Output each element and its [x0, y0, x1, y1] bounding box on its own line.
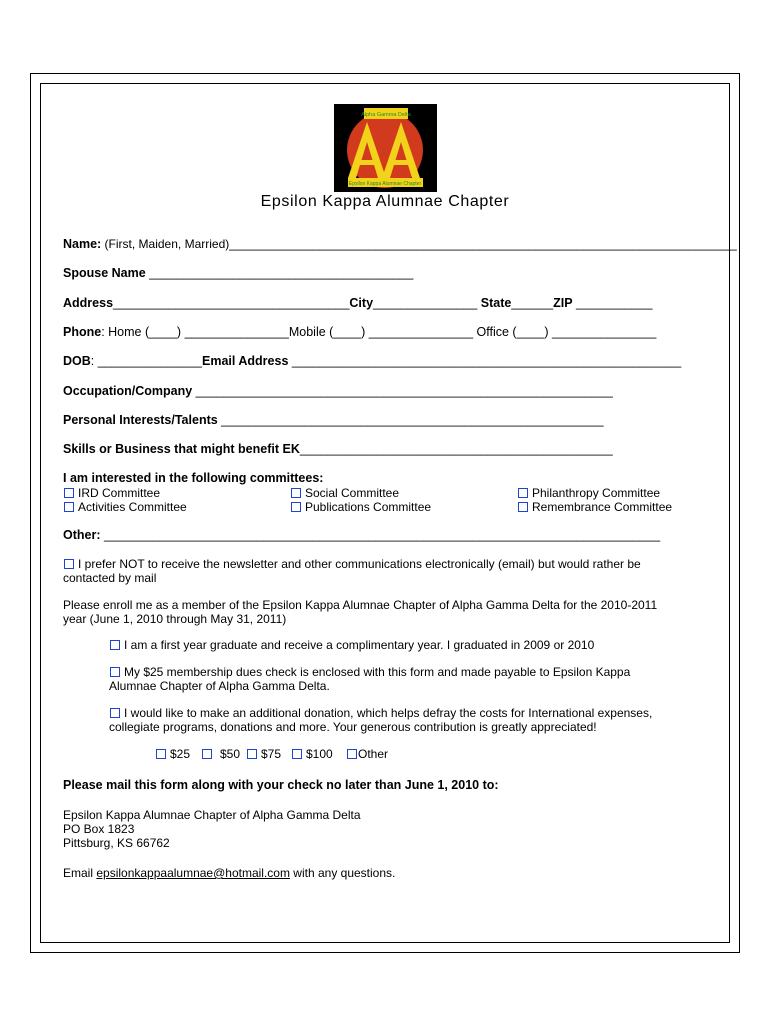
city-line[interactable]: _______________: [373, 296, 481, 310]
mail-address-line3: Pittsburg, KS 66762: [63, 836, 170, 850]
committee-label: IRD Committee: [78, 486, 161, 500]
logo-top-text: Alpha Gamma Delta: [361, 112, 411, 118]
committee-label: Philanthropy Committee: [532, 486, 661, 500]
phone-label: Phone: [63, 325, 102, 339]
dues-line1: My $25 membership dues check is enclosed with this form and made payable to Epsilon Kappa: [124, 665, 631, 679]
committee-label: Remembrance Committee: [532, 500, 673, 514]
spouse-line[interactable]: ______________________________________: [145, 266, 414, 280]
amount-label: $100: [306, 747, 333, 761]
amount-label: $25: [170, 747, 191, 761]
checkbox[interactable]: [518, 502, 528, 512]
interests-line[interactable]: _______________________________________________________: [217, 413, 604, 427]
interests-row[interactable]: [63, 413, 604, 427]
name-line[interactable]: _________________________________________________________________________: [229, 237, 737, 251]
first-year-label: I am a first year graduate and receive a complimentary year. I graduated in 2009 or 2010: [124, 638, 595, 652]
newsletter-line2: contacted by mail: [63, 571, 157, 585]
checkbox[interactable]: [292, 749, 302, 759]
committee-label: Publications Committee: [305, 500, 432, 514]
checkbox[interactable]: [156, 749, 166, 759]
spouse-row[interactable]: [63, 266, 413, 280]
other-row[interactable]: [63, 528, 660, 542]
address-line[interactable]: __________________________________: [113, 296, 350, 310]
contact-email-line: [63, 866, 395, 880]
donation-line1: I would like to make an additional donation, which helps defray the costs for International expenses,: [124, 706, 653, 720]
checkbox[interactable]: [64, 488, 74, 498]
email-suffix: with any questions.: [289, 866, 396, 880]
enroll-line2: year (June 1, 2010 through May 31, 2011): [63, 612, 287, 626]
address-row[interactable]: [63, 296, 653, 310]
state-label: State: [480, 296, 512, 310]
name-label: Name:: [63, 237, 102, 251]
city-label: City: [349, 296, 374, 310]
occupation-label: Occupation/Company: [63, 384, 193, 398]
first-year-option[interactable]: [110, 638, 594, 652]
checkbox[interactable]: [291, 488, 301, 498]
skills-row[interactable]: [63, 442, 613, 456]
donation-option[interactable]: [110, 706, 652, 720]
dues-line2: Alumnae Chapter of Alpha Gamma Delta.: [109, 679, 330, 693]
checkbox[interactable]: [518, 488, 528, 498]
dues-option[interactable]: [110, 665, 630, 679]
zip-label: ZIP: [553, 296, 573, 310]
mail-address-line2: PO Box 1823: [63, 822, 135, 836]
email-prefix: Email: [63, 866, 97, 880]
spouse-label: Spouse Name: [63, 266, 146, 280]
amount-label: Other: [358, 747, 389, 761]
logo-bottom-text: Epsilon Kappa Alumnae Chapter: [348, 181, 422, 187]
skills-line[interactable]: _____________________________________________: [299, 442, 613, 456]
committee-activities[interactable]: [64, 500, 187, 514]
zip-line[interactable]: ___________: [572, 296, 653, 310]
checkbox[interactable]: [202, 749, 212, 759]
dob-row[interactable]: [63, 354, 681, 368]
checkbox[interactable]: [64, 559, 74, 569]
other-label: Other:: [63, 528, 101, 542]
chapter-logo: [334, 104, 437, 192]
committee-publications[interactable]: [291, 500, 431, 514]
mail-heading: Please mail this form along with your check no later than June 1, 2010 to:: [63, 778, 499, 792]
amount-label: $50: [220, 747, 241, 761]
amount-25[interactable]: [156, 747, 190, 761]
amount-other[interactable]: [347, 747, 388, 761]
checkbox[interactable]: [64, 502, 74, 512]
phone-row[interactable]: [63, 325, 656, 339]
newsletter-line1: I prefer NOT to receive the newsletter and other communications electronically (email) but would rather be: [78, 557, 641, 571]
amount-label: $75: [261, 747, 282, 761]
committee-social[interactable]: [291, 486, 399, 500]
state-line[interactable]: ______: [511, 296, 554, 310]
checkbox[interactable]: [347, 749, 357, 759]
name-row[interactable]: [63, 237, 737, 251]
mail-address-line1: Epsilon Kappa Alumnae Chapter of Alpha Gamma Delta: [63, 808, 361, 822]
email-label: Email Address: [202, 354, 289, 368]
address-label: Address: [63, 296, 114, 310]
occupation-line[interactable]: ____________________________________________________________: [192, 384, 613, 398]
interests-label: Personal Interests/Talents: [63, 413, 218, 427]
committee-label: Social Committee: [305, 486, 400, 500]
amount-100[interactable]: [292, 747, 333, 761]
occupation-row[interactable]: [63, 384, 613, 398]
dob-label: DOB: [63, 354, 91, 368]
phone-office[interactable]: Office (____) _______________: [476, 325, 657, 339]
amount-75[interactable]: [247, 747, 281, 761]
committee-ird[interactable]: [64, 486, 160, 500]
contact-email-link[interactable]: epsilonkappaalumnae@hotmail.com: [96, 866, 290, 880]
checkbox[interactable]: [110, 708, 120, 718]
checkbox[interactable]: [291, 502, 301, 512]
phone-mobile[interactable]: Mobile (____) _______________: [288, 325, 477, 339]
committee-label: Activities Committee: [78, 500, 187, 514]
newsletter-option[interactable]: [64, 557, 641, 571]
committee-philanthropy[interactable]: [518, 486, 660, 500]
checkbox[interactable]: [110, 667, 120, 677]
enroll-line1: Please enroll me as a member of the Epsilon Kappa Alumnae Chapter of Alpha Gamma Delta for the 2010-2011: [63, 598, 658, 612]
checkbox[interactable]: [247, 749, 257, 759]
other-line[interactable]: ________________________________________________________________________________: [100, 528, 661, 542]
dob-line[interactable]: : _______________: [90, 354, 203, 368]
skills-label: Skills or Business that might benefit EK: [63, 442, 300, 456]
name-hint: (First, Maiden, Married): [101, 237, 230, 251]
committees-heading: I am interested in the following committees:: [63, 471, 324, 485]
phone-home[interactable]: : Home (____) _______________: [101, 325, 289, 339]
amount-50[interactable]: [202, 747, 240, 761]
donation-line2: collegiate programs, donations and more. Your generous contribution is greatly appreciated!: [109, 720, 597, 734]
committee-remembrance[interactable]: [518, 500, 672, 514]
email-line[interactable]: ________________________________________________________: [288, 354, 682, 368]
page-title: Epsilon Kappa Alumnae Chapter: [260, 193, 510, 210]
checkbox[interactable]: [110, 640, 120, 650]
